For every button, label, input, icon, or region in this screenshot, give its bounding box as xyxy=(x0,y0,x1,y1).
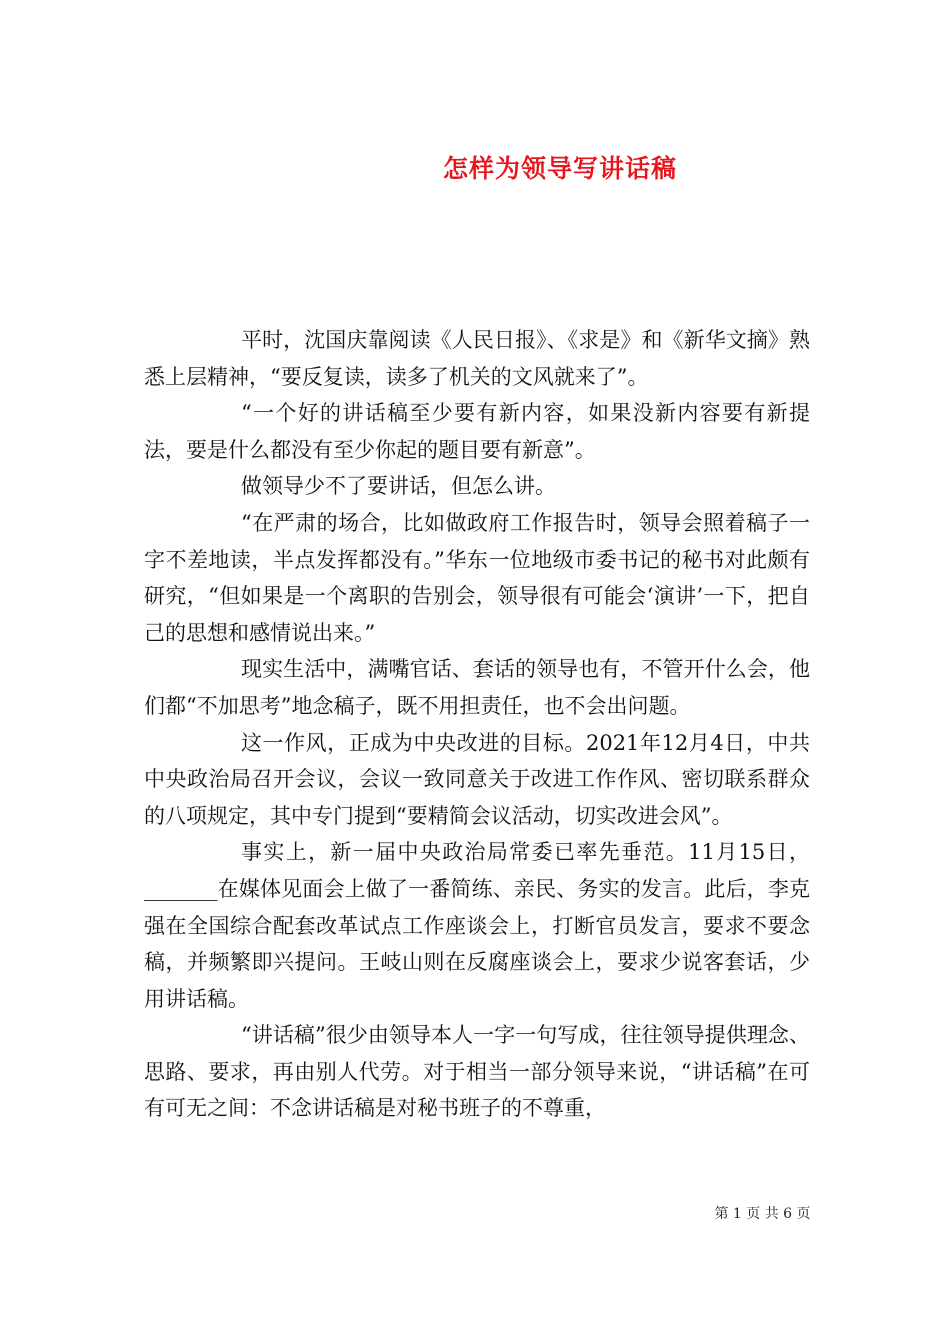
paragraph: 事实上，新一届中央政治局常委已率先垂范。11月15日，_______在媒体见面会上做了一番简练、亲民、务实的发言。此后，李克强在全国综合配套改革试点工作座谈会上，打断官员发言，要求不要念稿，并频繁即兴提问。王岐山则在反腐座谈会上，要求少说客套话，少用讲话稿。 xyxy=(144,840,810,1011)
paragraph: 现实生活中，满嘴官话、套话的领导也有，不管开什么会，他们都“不加思考”地念稿子，既不用担责任，也不会出问题。 xyxy=(144,657,810,718)
paragraph: 这一作风，正成为中央改进的目标。2021年12月4日，中共中央政治局召开会议，会议一致同意关于改进工作作风、密切联系群众的八项规定，其中专门提到“要精简会议活动，切实改进会风”。 xyxy=(144,730,810,828)
page-number-footer: 第 1 页 共 6 页 xyxy=(714,1206,811,1222)
paragraph: “在严肃的场合，比如做政府工作报告时，领导会照着稿子一字不差地读，半点发挥都没有。”华东一位地级市委书记的秘书对此颇有研究，“但如果是一个离职的告别会，领导很有可能会‘演讲’一下，把自己的思想和感情说出来。” xyxy=(144,510,810,645)
paragraph: “讲话稿”很少由领导本人一字一句写成，往往领导提供理念、思路、要求，再由别人代劳。对于相当一部分领导来说，“讲话稿”在可有可无之间：不念讲话稿是对秘书班子的不尊重， xyxy=(144,1023,810,1121)
paragraph: 平时，沈国庆靠阅读《人民日报》、《求是》和《新华文摘》熟悉上层精神，“要反复读，读多了机关的文风就来了”。 xyxy=(144,328,810,389)
page-title: 怎样为领导写讲话稿 xyxy=(442,153,677,183)
paragraph: “一个好的讲话稿至少要有新内容，如果没新内容要有新提法，要是什么都没有至少你起的题目要有新意”。 xyxy=(144,401,810,462)
paragraph: 做领导少不了要讲话，但怎么讲。 xyxy=(241,474,556,499)
document-body xyxy=(144,322,810,1127)
